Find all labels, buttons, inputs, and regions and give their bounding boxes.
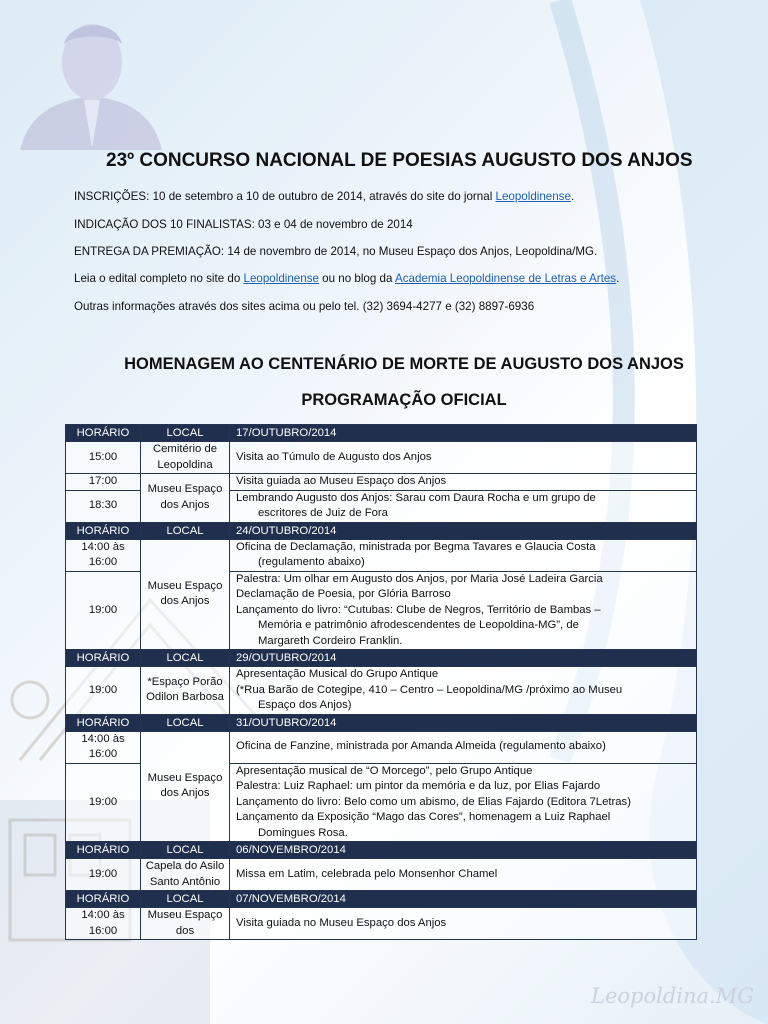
signature: Leopoldina.MG xyxy=(591,984,754,1008)
day-header: HORÁRIO LOCAL 24/OUTUBRO/2014 xyxy=(66,522,697,539)
col-place: LOCAL xyxy=(141,425,230,442)
col-time: HORÁRIO xyxy=(66,425,141,442)
table-row: 18:30 Lembrando Augusto dos Anjos: Sarau com Daura Rocha e um grupo de escritores de Juiz de Fora xyxy=(66,490,697,522)
day-date: 31/OUTUBRO/2014 xyxy=(230,714,697,731)
info-premiacao: ENTREGA DA PREMIAÇÃO: 14 de novembro de 2014, no Museu Espaço dos Anjos, Leopoldina/MG. xyxy=(74,245,598,258)
table-row: 19:00 *Espaço Porão Odilon Barbosa Apresentação Musical do Grupo Antique (*Rua Barão de Cotegipe, 410 – Centro – Leopoldina/MG /próximo ao Museu Espaço dos Anjos) xyxy=(66,667,697,715)
day-date: 06/NOVEMBRO/2014 xyxy=(230,842,697,859)
day-date: 17/OUTUBRO/2014 xyxy=(230,425,697,442)
day-header: HORÁRIO LOCAL 29/OUTUBRO/2014 xyxy=(66,650,697,667)
info-inscricoes: INSCRIÇÕES: 10 de setembro a 10 de outubro de 2014, através do site do jornal Leopoldinense. xyxy=(74,190,575,203)
section-title: HOMENAGEM AO CENTENÁRIO DE MORTE DE AUGUSTO DOS ANJOS xyxy=(124,355,684,373)
table-row: 17:00 Museu Espaço dos Anjos Visita guiada ao Museu Espaço dos Anjos xyxy=(66,474,697,491)
day-header: HORÁRIO LOCAL 07/NOVEMBRO/2014 xyxy=(66,891,697,908)
table-row: 19:00 Capela do Asilo Santo Antônio Missa em Latim, celebrada pelo Monsenhor Chamel xyxy=(66,859,697,891)
table-row: 14:00 às 16:00 Museu Espaço dos Anjos Oficina de Declamação, ministrada por Begma Tavares e Glaucia Costa (regulamento abaixo) xyxy=(66,539,697,571)
day-header xyxy=(66,425,697,442)
info-edital: Leia o edital completo no site do Leopoldinense ou no blog da Academia Leopoldinense de Letras e Artes. xyxy=(74,272,620,285)
contest-title: 23º CONCURSO NACIONAL DE POESIAS AUGUSTO DOS ANJOS xyxy=(106,150,693,171)
program-table xyxy=(65,424,697,940)
table-row: 14:00 às 16:00 Museu Espaço dos Visita guiada no Museu Espaço dos Anjos xyxy=(66,908,697,940)
table-row: 19:00 Apresentação musical de “O Morcego”, pelo Grupo Antique Palestra: Luiz Raphael: um pintor da memória e da luz, por Elias Fajardo Lançamento do livro: Belo como um abismo, de Elias Fajardo (Editora 7Letras) Lançamento da Exposição “Mago das Cores”, homenagem a Luiz Raphael Domingues Rosa. xyxy=(66,763,697,842)
table-row: 14:00 às 16:00 Museu Espaço dos Anjos Oficina de Fanzine, ministrada por Amanda Almeida (regulamento abaixo) xyxy=(66,731,697,763)
day-date: 07/NOVEMBRO/2014 xyxy=(230,891,697,908)
table-row: 19:00 Palestra: Um olhar em Augusto dos Anjos, por Maria José Ladeira Garcia Declamação de Poesia, por Glória Barroso Lançamento do livro: “Cutubas: Clube de Negros, Território de Bambas – Memória e patrimônio afrodescendentes de Leopoldina-MG”, de Margareth Cordeiro Franklin. xyxy=(66,571,697,650)
academia-link[interactable]: Academia Leopoldinense de Letras e Artes xyxy=(395,272,617,285)
table-row: 15:00 Cemitério de Leopoldina Visita ao Túmulo de Augusto dos Anjos xyxy=(66,442,697,474)
program-title: PROGRAMAÇÃO OFICIAL xyxy=(301,391,507,409)
leopoldinense-link-2[interactable]: Leopoldinense xyxy=(243,272,319,285)
day-date: 29/OUTUBRO/2014 xyxy=(230,650,697,667)
leopoldinense-link[interactable]: Leopoldinense xyxy=(495,190,571,203)
day-header: HORÁRIO LOCAL 06/NOVEMBRO/2014 xyxy=(66,842,697,859)
day-header: HORÁRIO LOCAL 31/OUTUBRO/2014 xyxy=(66,714,697,731)
info-outras: Outras informações através dos sites acima ou pelo tel. (32) 3694-4277 e (32) 8897-6936 xyxy=(74,300,535,313)
info-finalistas: INDICAÇÃO DOS 10 FINALISTAS: 03 e 04 de novembro de 2014 xyxy=(74,218,413,231)
day-date: 24/OUTUBRO/2014 xyxy=(230,522,697,539)
